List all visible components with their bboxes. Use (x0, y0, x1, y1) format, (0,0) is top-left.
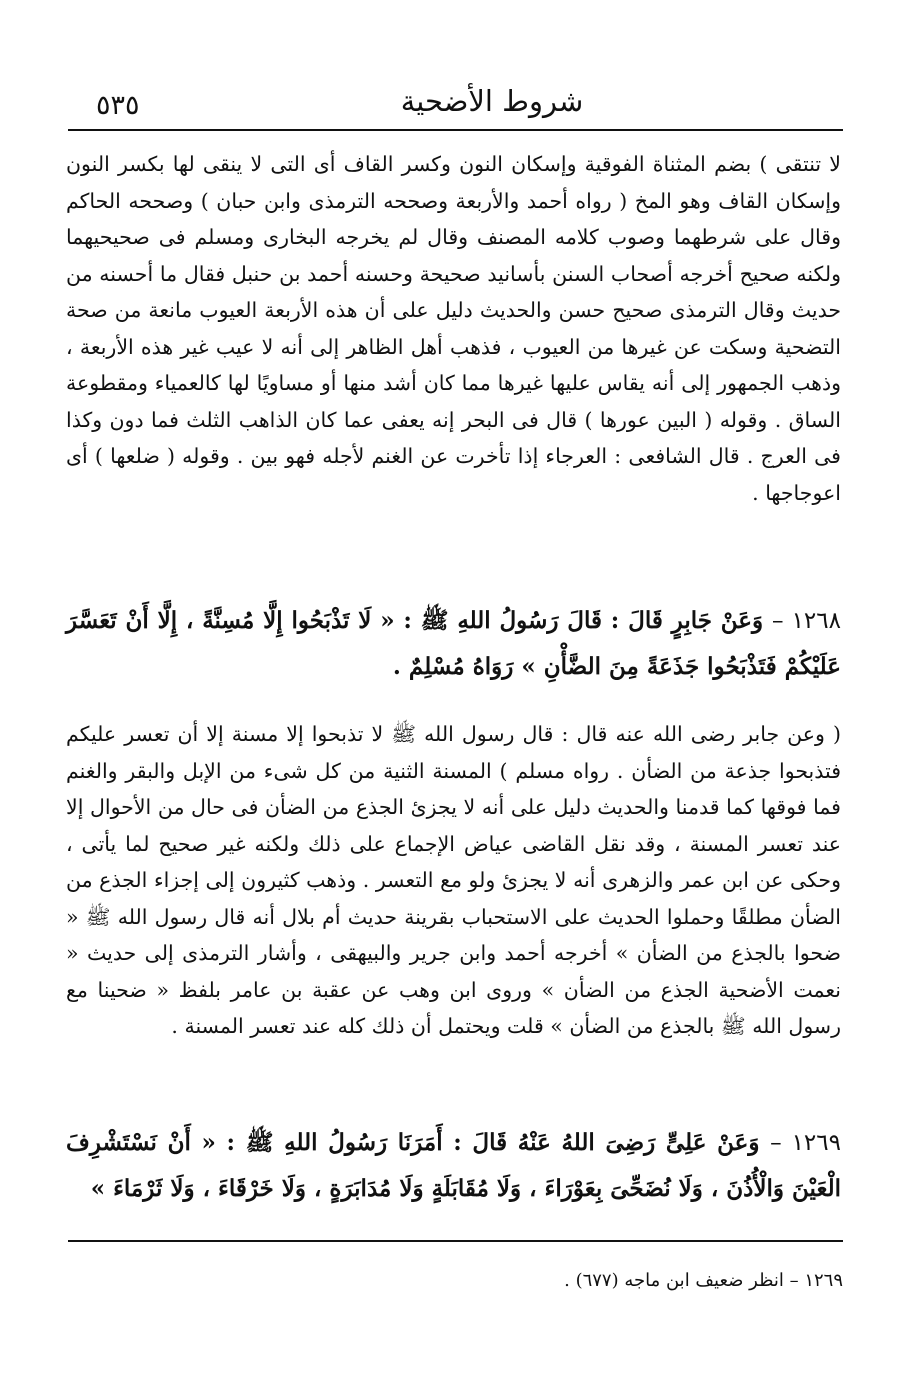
footnote: ١٢٦٩ – انظر ضعيف ابن ماجه (٦٧٧) . (564, 1270, 843, 1291)
footnote-divider (68, 1240, 843, 1242)
hadith-number: ١٢٦٩ – (770, 1130, 841, 1156)
hadith-text: وَعَنْ عَلِىٍّ رَضِىَ اللهُ عَنْهُ قَالَ : أَمَرَنَا رَسُولُ اللهِ ﷺ : « أَنْ نَسْتَشْرِفَ الْعَيْنَ وَالْأُذُنَ ، وَلَا نُضَحِّىَ بِعَوْرَاءَ ، وَلَا مُقَابَلَةٍ وَلَا مُدَابَرَةٍ ، وَلَا خَرْقَاءَ ، وَلَا ثَرْمَاءَ » (66, 1129, 841, 1202)
hadith-1268 (66, 584, 841, 706)
page-header (60, 76, 850, 122)
commentary-paragraph: ( وعن جابر رضى الله عنه قال : قال رسول الله ﷺ لا تذبحوا إلا مسنة إلا أن تعسر عليكم فتذبحوا جذعة من الضأن . رواه مسلم ) المسنة الثنية من كل شىء من الإبل والبقر والغنم فما فوقها كما قدمنا والحديث دليل على أنه لا يجزئ الجذع من الضأن فى حال من الأحوال إلا عند تعسر المسنة ، وقد نقل القاضى عياض الإجماع على ذلك ولكنه غير صحيح لما يأتى ، وحكى عن ابن عمر والزهرى أنه لا يجزئ ولو مع التعسر . وذهب كثيرون إلى إجزاء الجذع من الضأن مطلقًا وحملوا الحديث على الاستحباب بقرينة حديث أم بلال أنه قال رسول الله ﷺ « ضحوا بالجذع من الضأن » أخرجه أحمد وابن جرير والبيهقى ، وأشار الترمذى إلى حديث « نعمت الأضحية الجذع من الضأن » وروى ابن وهب عن عقبة بن عامر بلفظ « ضحينا مع رسول الله ﷺ بالجذع من الضأن » قلت ويحتمل أن ذلك كله عند تعسر المسنة . (66, 722, 841, 1038)
page-title: شروط الأضحية (400, 84, 584, 118)
hadith-number: ١٢٦٨ – (771, 608, 841, 634)
header-divider (68, 129, 843, 131)
page-number: ٥٣٥ (96, 90, 140, 121)
hadith-1269 (66, 1114, 841, 1228)
hadith-text: وَعَنْ جَابِرٍ قَالَ : قَالَ رَسُولُ اللهِ ﷺ : « لَا تَذْبَحُوا إِلَّا مُسِنَّةً ، إِلَّا أَنْ تَعَسَّرَ عَلَيْكُمْ فَتَذْبَحُوا جَذَعَةً مِنَ الضَّأْنِ » رَوَاهُ مُسْلِمٌ . (66, 607, 841, 680)
page-body (66, 146, 841, 1228)
commentary-paragraph: لا تنتقى ) بضم المثناة الفوقية وإسكان النون وكسر القاف أى التى لا ينقى لها بكسر النون وإسكان القاف وهو المخ ( رواه أحمد والأربعة وصححه الترمذى وابن حبان ) وصححه الحاكم وقال على شرطهما وصوب كلامه المصنف وقال لم يخرجه البخارى ومسلم فى صحيحيهما ولكنه صحيح أخرجه أصحاب السنن بأسانيد صحيحة وحسنه أحمد بن حنبل فقال ما أحسنه من حديث وقال الترمذى صحيح حسن والحديث دليل على أن هذه الأربعة العيوب مانعة من صحة التضحية وسكت عن غيرها من العيوب ، فذهب أهل الظاهر إلى أنه لا عيب غير هذه الأربعة ، وذهب الجمهور إلى أنه يقاس عليها غيرها مما كان أشد منها أو مساويًا لها كالعمياء ومقطوعة الساق . وقوله ( البين عورها ) قال فى البحر إنه يعفى عما كان الذاهب الثلث فما دون وكذا فى العرج . قال الشافعى : العرجاء إذا تأخرت عن الغنم لأجله فهو بين . وقوله ( ضلعها ) أى اعوجاجها . (66, 152, 841, 505)
